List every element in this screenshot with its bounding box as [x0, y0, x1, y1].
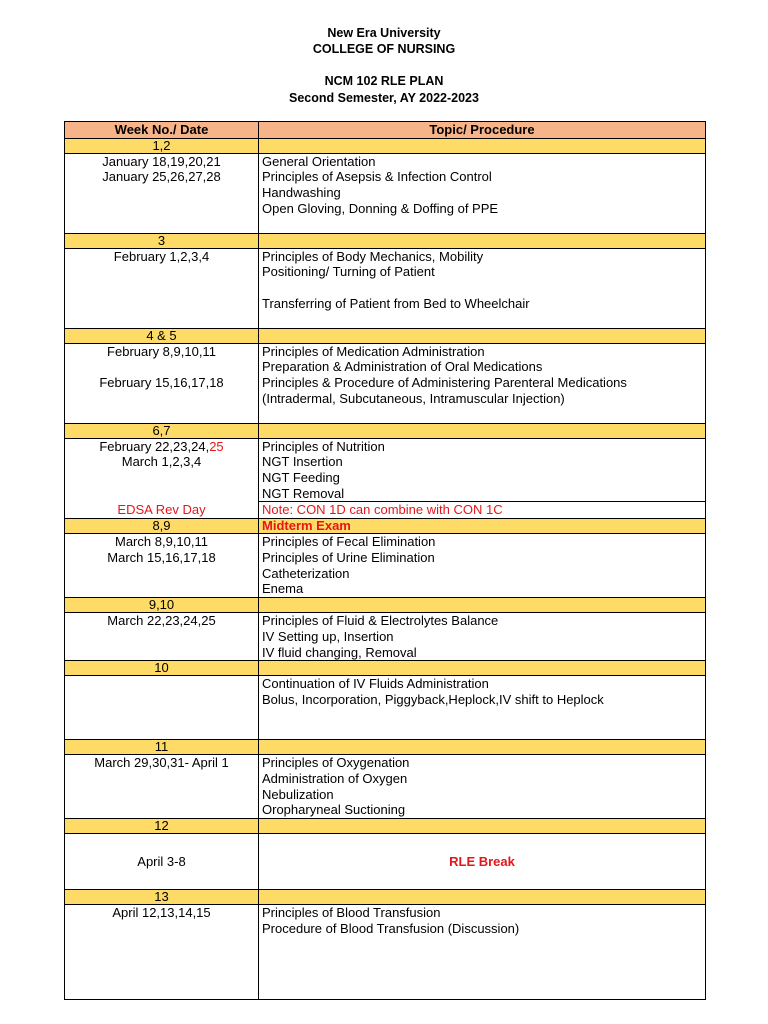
topic-line: Principles of Blood Transfusion	[262, 905, 441, 921]
week-label: 11	[65, 740, 259, 755]
topic-line: Bolus, Incorporation, Piggyback,Heplock,IV shift to Heplock	[262, 691, 604, 707]
date-line: March 15,16,17,18	[107, 549, 216, 565]
week-topics	[259, 248, 706, 328]
date-line: January 25,26,27,28	[102, 169, 221, 185]
rle-plan-table	[64, 121, 706, 1000]
week-label-row	[65, 138, 706, 153]
week-label: 1,2	[65, 138, 259, 153]
week-topics	[259, 534, 706, 598]
topic-line: Oropharyneal Suctioning	[262, 802, 406, 818]
week-content-row	[65, 534, 706, 598]
week-label-row	[65, 328, 706, 343]
week-label-row	[65, 890, 706, 905]
topic-line: Preparation & Administration of Oral Medications	[262, 359, 543, 375]
week-label-row	[65, 598, 706, 613]
date-line: January 18,19,20,21	[102, 153, 221, 169]
week-label: 9,10	[65, 598, 259, 613]
week-label: 13	[65, 890, 259, 905]
week-dates: April 3-8	[65, 834, 259, 890]
date-line: March 8,9,10,11	[115, 534, 208, 550]
week-label-row	[65, 740, 706, 755]
week-content-row	[65, 676, 706, 740]
week-label: 10	[65, 661, 259, 676]
week-label-row	[65, 819, 706, 834]
topic-line: IV Setting up, Insertion	[262, 628, 394, 644]
week-label: 6,7	[65, 423, 259, 438]
topic-line: Principles of Nutrition	[262, 438, 385, 454]
plan-title: NCM 102 RLE PLAN	[324, 74, 444, 88]
week-dates	[65, 905, 259, 1000]
week-label: 3	[65, 233, 259, 248]
week-content-row	[65, 438, 706, 502]
date-line	[68, 359, 255, 375]
date-line: April 12,13,14,15	[112, 905, 211, 921]
rle-break-label: RLE Break	[259, 834, 706, 890]
date-line: March 22,23,24,25	[107, 613, 216, 629]
topic-line: Open Gloving, Donning & Doffing of PPE	[262, 200, 499, 216]
week-topics	[259, 755, 706, 819]
topic-line	[262, 280, 702, 296]
date-line: March 1,2,3,4	[121, 454, 202, 470]
week-label-row	[65, 519, 706, 534]
topic-line: IV fluid changing, Removal	[262, 644, 417, 660]
week-dates	[65, 676, 259, 740]
date-line: February 1,2,3,4	[113, 248, 210, 264]
topic-line: NGT Insertion	[262, 454, 343, 470]
topic-line: Procedure of Blood Transfusion (Discussion)	[262, 920, 520, 936]
week-label-row	[65, 661, 706, 676]
topic-line: Nebulization	[262, 786, 334, 802]
week-dates	[65, 534, 259, 598]
topic-line: Principles of Oxygenation	[262, 755, 410, 771]
week-content-row	[65, 343, 706, 423]
date-line	[68, 439, 255, 455]
week-topics	[259, 438, 706, 502]
date-holiday: 25	[209, 438, 224, 454]
week-topics	[259, 905, 706, 1000]
topic-line: Handwashing	[262, 185, 341, 201]
week-content-row	[65, 248, 706, 328]
midterm-exam-label: Midterm Exam	[259, 519, 706, 534]
topic-line: Catheterization	[262, 565, 350, 581]
combine-note: Note: CON 1D can combine with CON 1C	[259, 502, 706, 519]
week-label: 4 & 5	[65, 328, 259, 343]
topic-line: NGT Removal	[262, 485, 345, 501]
column-header-week: Week No./ Date	[65, 122, 259, 139]
topic-line: General Orientation	[262, 153, 376, 169]
note-row	[65, 502, 706, 519]
date-line: March 29,30,31- April 1	[94, 755, 229, 771]
semester-title: Second Semester, AY 2022-2023	[289, 91, 479, 105]
edsa-note-date: EDSA Rev Day	[65, 502, 259, 519]
week-topics	[259, 343, 706, 423]
university-name: New Era University	[327, 26, 441, 40]
week-dates	[65, 248, 259, 328]
topic-line: Transferring of Patient from Bed to Wheelchair	[262, 295, 530, 311]
week-label-row	[65, 233, 706, 248]
topic-line: Principles of Medication Administration	[262, 343, 485, 359]
topic-line: Principles of Asepsis & Infection Control	[262, 169, 492, 185]
topic-line: Administration of Oxygen	[262, 770, 408, 786]
date-line: February 15,16,17,18	[99, 375, 224, 391]
week-dates	[65, 153, 259, 233]
week-label: 12	[65, 819, 259, 834]
week-content-row	[65, 153, 706, 233]
week-label: 8,9	[65, 519, 259, 534]
week-topics	[259, 676, 706, 740]
topic-line: Principles of Fluid & Electrolytes Balance	[262, 613, 499, 629]
topic-line: (Intradermal, Subcutaneous, Intramuscular Injection)	[262, 390, 565, 406]
week-dates	[65, 438, 259, 502]
week-topics	[259, 153, 706, 233]
college-name: COLLEGE OF NURSING	[312, 42, 456, 56]
week-dates	[65, 755, 259, 819]
week-topics	[259, 613, 706, 661]
table-header-row	[65, 122, 706, 139]
topic-line: Positioning/ Turning of Patient	[262, 264, 435, 280]
week-content-row	[65, 755, 706, 819]
week-dates	[65, 613, 259, 661]
topic-line: Enema	[262, 581, 304, 597]
topic-line: Principles & Procedure of Administering Parenteral Medications	[262, 375, 627, 391]
topic-line: Principles of Urine Elimination	[262, 549, 435, 565]
week-label-row	[65, 423, 706, 438]
topic-line: Principles of Fecal Elimination	[262, 534, 436, 550]
week-content-row	[65, 613, 706, 661]
date-line: February 8,9,10,11	[107, 343, 216, 359]
date-prefix: February 22,23,24,	[99, 438, 210, 454]
topic-line: NGT Feeding	[262, 470, 340, 486]
week-content-row	[65, 905, 706, 1000]
topic-line: Continuation of IV Fluids Administration	[262, 676, 489, 692]
week-content-row	[65, 834, 706, 890]
column-header-topic: Topic/ Procedure	[259, 122, 706, 139]
topic-line: Principles of Body Mechanics, Mobility	[262, 248, 484, 264]
week-dates	[65, 343, 259, 423]
